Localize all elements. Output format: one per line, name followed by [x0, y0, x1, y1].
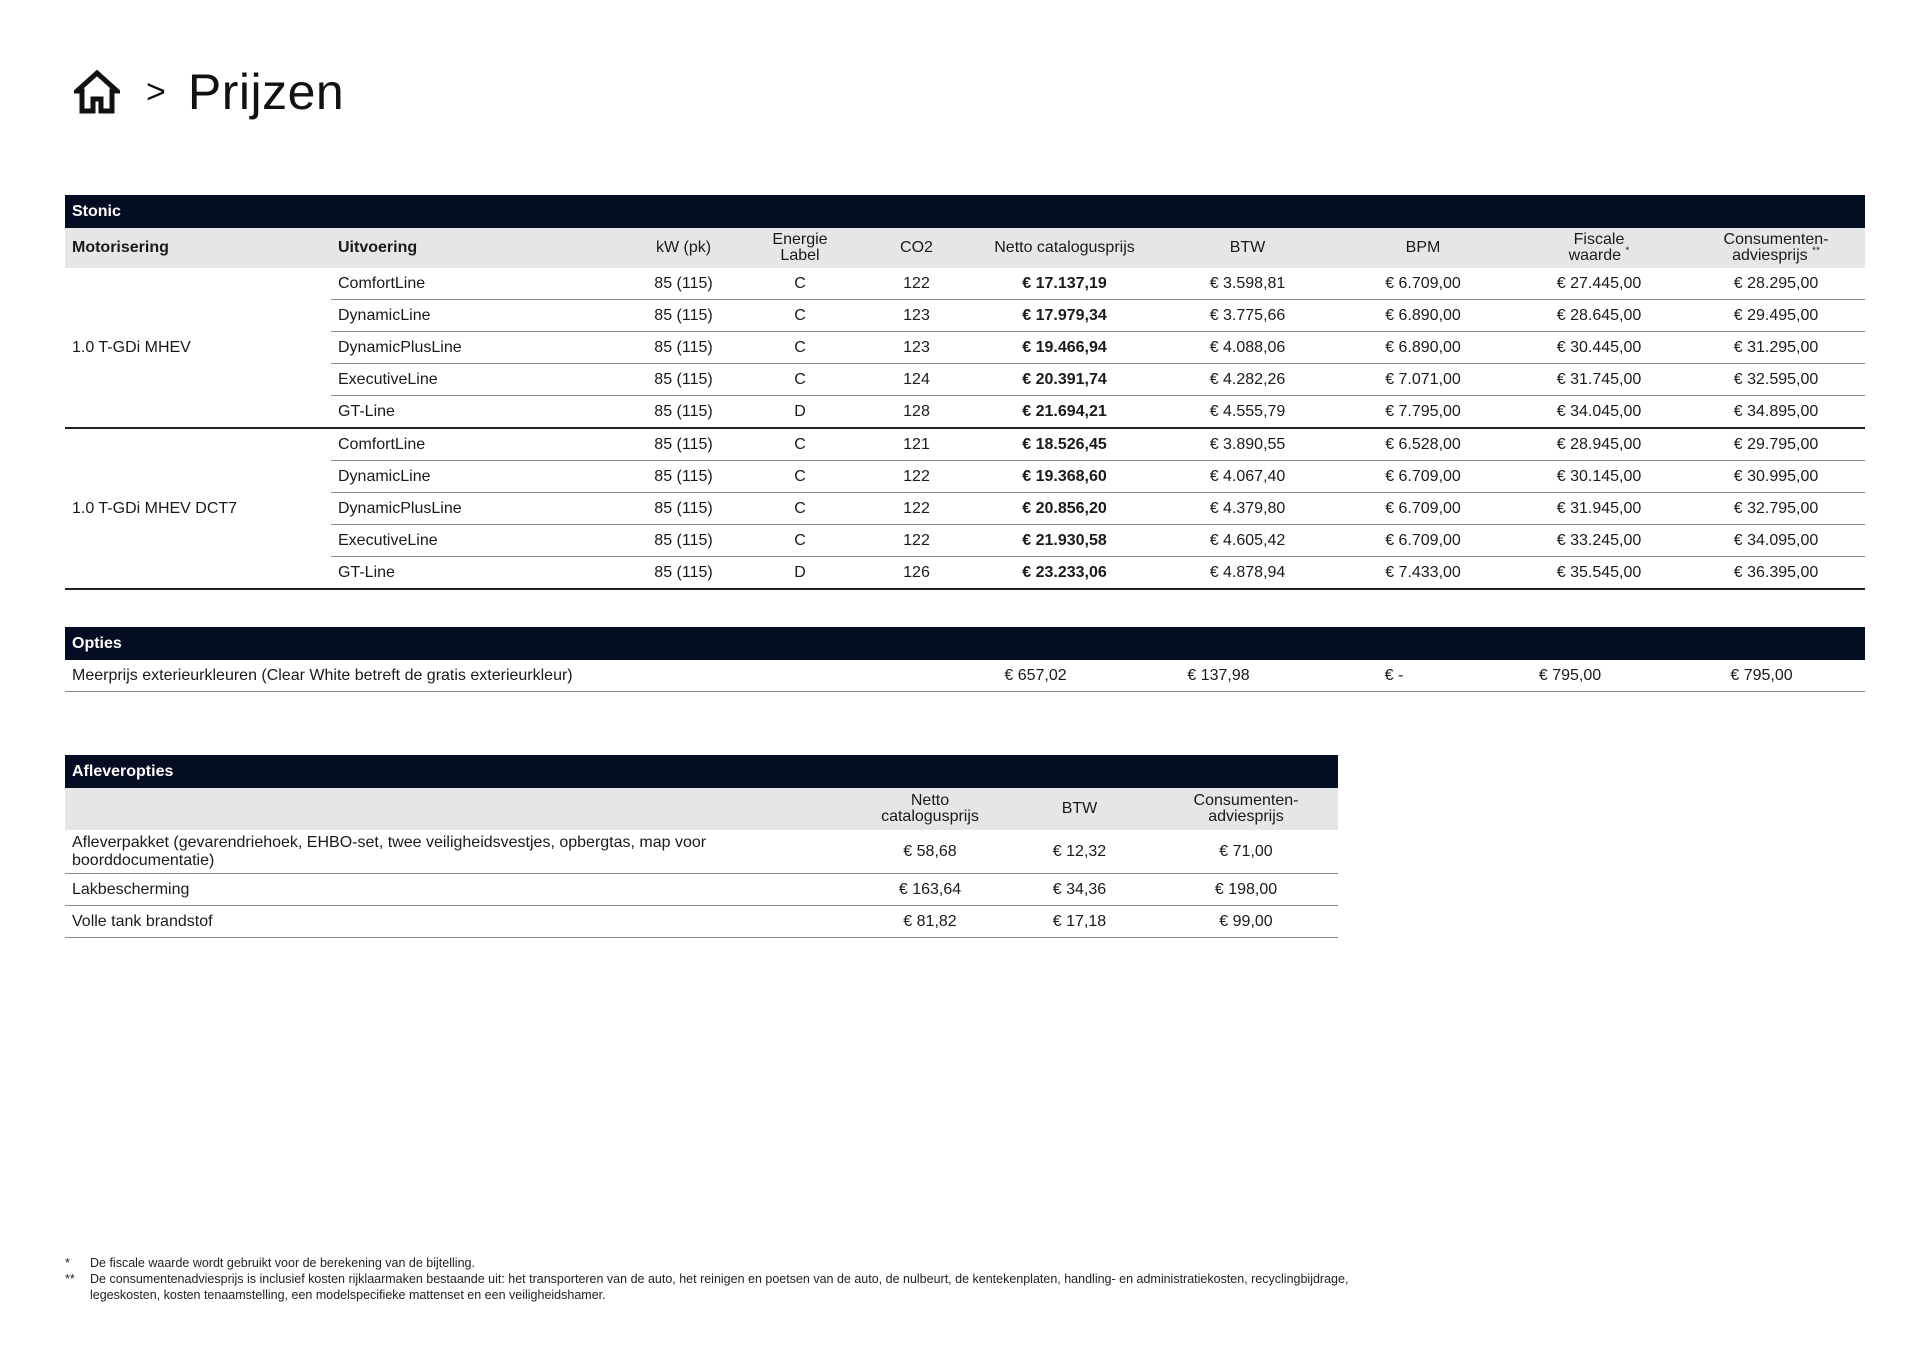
- table-cell: ExecutiveLine: [331, 525, 631, 557]
- table-header-row: [65, 228, 1865, 268]
- table-cell: 122: [864, 493, 969, 525]
- table-cell: € 12,32: [1005, 830, 1154, 874]
- column-header: Consumenten- adviesprijs **: [1687, 228, 1865, 268]
- table-cell: 123: [864, 332, 969, 364]
- table-cell: 85 (115): [631, 332, 736, 364]
- footnote-text: De fiscale waarde wordt gebruikt voor de berekening van de bijtelling.: [90, 1256, 475, 1270]
- table-cell: Lakbescherming: [65, 874, 855, 906]
- table-row: [65, 830, 1338, 874]
- table-cell: € 7.433,00: [1335, 557, 1511, 590]
- section-title: Stonic: [65, 195, 1865, 228]
- table-cell: ComfortLine: [331, 268, 631, 300]
- table-row: [65, 874, 1338, 906]
- column-header: Netto catalogusprijs: [855, 788, 1005, 830]
- table-cell: € 30.995,00: [1687, 461, 1865, 493]
- table-row: [65, 332, 1865, 364]
- table-cell: € 21.694,21: [969, 396, 1160, 429]
- table-cell: € 29.495,00: [1687, 300, 1865, 332]
- table-cell: 122: [864, 268, 969, 300]
- table-row: [65, 428, 1865, 461]
- column-header: BTW: [1005, 788, 1154, 830]
- opties-title-bar: [65, 627, 1865, 660]
- table-cell: € 4.067,40: [1160, 461, 1335, 493]
- table-cell: € 795,00: [1482, 660, 1658, 692]
- table-row: [65, 364, 1865, 396]
- breadcrumb-separator: >: [146, 73, 166, 111]
- table-cell: ComfortLine: [331, 428, 631, 461]
- table-cell: € 17.979,34: [969, 300, 1160, 332]
- table-cell: 85 (115): [631, 300, 736, 332]
- column-header: BTW: [1160, 228, 1335, 268]
- table-cell: 121: [864, 428, 969, 461]
- table-cell: € 23.233,06: [969, 557, 1160, 590]
- table-cell: € 58,68: [855, 830, 1005, 874]
- table-cell: € 6.890,00: [1335, 300, 1511, 332]
- table-cell: C: [736, 493, 864, 525]
- table-cell: 128: [864, 396, 969, 429]
- table-cell: € 19.466,94: [969, 332, 1160, 364]
- column-header: Energie Label: [736, 228, 864, 268]
- table-cell: 85 (115): [631, 364, 736, 396]
- table-row: [65, 660, 1865, 692]
- table-cell: € 4.379,80: [1160, 493, 1335, 525]
- table-row: [65, 300, 1865, 332]
- table-cell: GT-Line: [331, 557, 631, 590]
- table-cell: € 35.545,00: [1511, 557, 1687, 590]
- motorisering-cell: 1.0 T-GDi MHEV: [65, 268, 331, 428]
- table-cell: € 71,00: [1154, 830, 1338, 874]
- page-title: Prijzen: [187, 64, 345, 120]
- table-cell: € 28.645,00: [1511, 300, 1687, 332]
- table-cell: € 163,64: [855, 874, 1005, 906]
- table-cell: € 7.071,00: [1335, 364, 1511, 396]
- table-cell: € 31.295,00: [1687, 332, 1865, 364]
- footnote-text: De consumentenadviesprijs is inclusief kosten rijklaarmaken bestaande uit: het transporteren van de auto, het reinigen en poetsen van de auto, de nulbeurt, de kentekenplaten, handling- en administratiekosten, recyclingbijdrage, legeskosten, kosten tenaamstelling, een modelspecifieke mattenset en een veiligheidshamer.: [90, 1272, 1349, 1302]
- table-cell: € 32.795,00: [1687, 493, 1865, 525]
- table-row: [65, 268, 1865, 300]
- table-cell: € 19.368,60: [969, 461, 1160, 493]
- table-row: [65, 493, 1865, 525]
- table-cell: 124: [864, 364, 969, 396]
- table-cell: 85 (115): [631, 268, 736, 300]
- table-cell: Volle tank brandstof: [65, 906, 855, 938]
- table-cell: € 6.709,00: [1335, 461, 1511, 493]
- table-cell: € 36.395,00: [1687, 557, 1865, 590]
- footnote-mark: **: [65, 1272, 75, 1286]
- table-cell: € 20.856,20: [969, 493, 1160, 525]
- table-cell: € 34,36: [1005, 874, 1154, 906]
- table-cell: € 198,00: [1154, 874, 1338, 906]
- table-cell: € 31.945,00: [1511, 493, 1687, 525]
- table-cell: € 34.095,00: [1687, 525, 1865, 557]
- table-cell: D: [736, 557, 864, 590]
- table-cell: 85 (115): [631, 461, 736, 493]
- table-cell: € 99,00: [1154, 906, 1338, 938]
- table-cell: DynamicPlusLine: [331, 332, 631, 364]
- table-cell: € 30.145,00: [1511, 461, 1687, 493]
- table-row: [65, 461, 1865, 493]
- table-cell: C: [736, 461, 864, 493]
- table-cell: € 3.890,55: [1160, 428, 1335, 461]
- home-icon[interactable]: [74, 69, 120, 115]
- table-cell: C: [736, 428, 864, 461]
- table-cell: € 34.045,00: [1511, 396, 1687, 429]
- table-cell: € 17.137,19: [969, 268, 1160, 300]
- table-header-row: [65, 788, 1338, 830]
- table-cell: € 34.895,00: [1687, 396, 1865, 429]
- table-cell: € 18.526,45: [969, 428, 1160, 461]
- table-row: [65, 906, 1338, 938]
- footnote: [65, 1271, 1390, 1303]
- table-cell: GT-Line: [331, 396, 631, 429]
- table-cell: DynamicLine: [331, 461, 631, 493]
- column-header: BPM: [1335, 228, 1511, 268]
- footnotes: [65, 1255, 1390, 1303]
- table-cell: € 6.528,00: [1335, 428, 1511, 461]
- table-cell: € 3.775,66: [1160, 300, 1335, 332]
- table-cell: D: [736, 396, 864, 429]
- afleveropties-table: [65, 755, 1338, 938]
- table-cell: C: [736, 268, 864, 300]
- table-cell: DynamicLine: [331, 300, 631, 332]
- table-cell: € 4.555,79: [1160, 396, 1335, 429]
- table-cell: C: [736, 364, 864, 396]
- table-cell: 85 (115): [631, 428, 736, 461]
- table-cell: € 4.605,42: [1160, 525, 1335, 557]
- table-cell: € 30.445,00: [1511, 332, 1687, 364]
- stonic-price-table: [65, 195, 1865, 590]
- table-cell: Afleverpakket (gevarendriehoek, EHBO-set, twee veiligheidsvestjes, opbergtas, map voor boorddocumentatie): [65, 830, 855, 874]
- motorisering-cell: 1.0 T-GDi MHEV DCT7: [65, 428, 331, 589]
- table-cell: € 27.445,00: [1511, 268, 1687, 300]
- column-header: CO2: [864, 228, 969, 268]
- table-row: [65, 557, 1865, 590]
- afleveropties-title-bar: [65, 755, 1338, 788]
- column-header: Consumenten- adviesprijs: [1154, 788, 1338, 830]
- table-cell: 123: [864, 300, 969, 332]
- table-cell: € 29.795,00: [1687, 428, 1865, 461]
- table-cell: 85 (115): [631, 525, 736, 557]
- table-cell: € 7.795,00: [1335, 396, 1511, 429]
- opties-table: [65, 627, 1865, 692]
- table-cell: € 17,18: [1005, 906, 1154, 938]
- table-cell: 126: [864, 557, 969, 590]
- table-cell: € 31.745,00: [1511, 364, 1687, 396]
- table-cell: € 795,00: [1658, 660, 1865, 692]
- table-cell: € -: [1306, 660, 1482, 692]
- table-cell: € 6.709,00: [1335, 493, 1511, 525]
- table-cell: € 3.598,81: [1160, 268, 1335, 300]
- table-row: [65, 525, 1865, 557]
- table-cell: ExecutiveLine: [331, 364, 631, 396]
- table-cell: € 20.391,74: [969, 364, 1160, 396]
- section-title: Opties: [65, 627, 1865, 660]
- table-cell: € 21.930,58: [969, 525, 1160, 557]
- table-cell: € 32.595,00: [1687, 364, 1865, 396]
- stonic-title-bar: [65, 195, 1865, 228]
- table-cell: Meerprijs exterieurkleuren (Clear White betreft de gratis exterieurkleur): [65, 660, 940, 692]
- table-cell: € 4.088,06: [1160, 332, 1335, 364]
- table-cell: DynamicPlusLine: [331, 493, 631, 525]
- table-cell: € 6.709,00: [1335, 268, 1511, 300]
- table-cell: C: [736, 525, 864, 557]
- table-cell: € 4.878,94: [1160, 557, 1335, 590]
- table-cell: € 657,02: [940, 660, 1131, 692]
- column-header: Netto catalogusprijs: [969, 228, 1160, 268]
- column-header: Uitvoering: [331, 228, 631, 268]
- table-cell: € 6.890,00: [1335, 332, 1511, 364]
- table-cell: 122: [864, 525, 969, 557]
- table-cell: € 81,82: [855, 906, 1005, 938]
- table-cell: € 33.245,00: [1511, 525, 1687, 557]
- table-cell: C: [736, 332, 864, 364]
- table-cell: 85 (115): [631, 396, 736, 429]
- table-cell: € 6.709,00: [1335, 525, 1511, 557]
- footnote: [65, 1255, 1390, 1271]
- breadcrumb: [74, 62, 344, 122]
- section-title: Afleveropties: [65, 755, 1338, 788]
- column-header: Fiscale waarde *: [1511, 228, 1687, 268]
- table-row: [65, 396, 1865, 429]
- column-header: [65, 788, 855, 830]
- table-cell: 85 (115): [631, 557, 736, 590]
- table-cell: € 4.282,26: [1160, 364, 1335, 396]
- table-cell: € 28.295,00: [1687, 268, 1865, 300]
- table-cell: 122: [864, 461, 969, 493]
- table-cell: € 28.945,00: [1511, 428, 1687, 461]
- table-cell: C: [736, 300, 864, 332]
- table-cell: 85 (115): [631, 493, 736, 525]
- column-header: Motorisering: [65, 228, 331, 268]
- footnote-mark: *: [65, 1256, 70, 1270]
- column-header: kW (pk): [631, 228, 736, 268]
- table-cell: € 137,98: [1131, 660, 1306, 692]
